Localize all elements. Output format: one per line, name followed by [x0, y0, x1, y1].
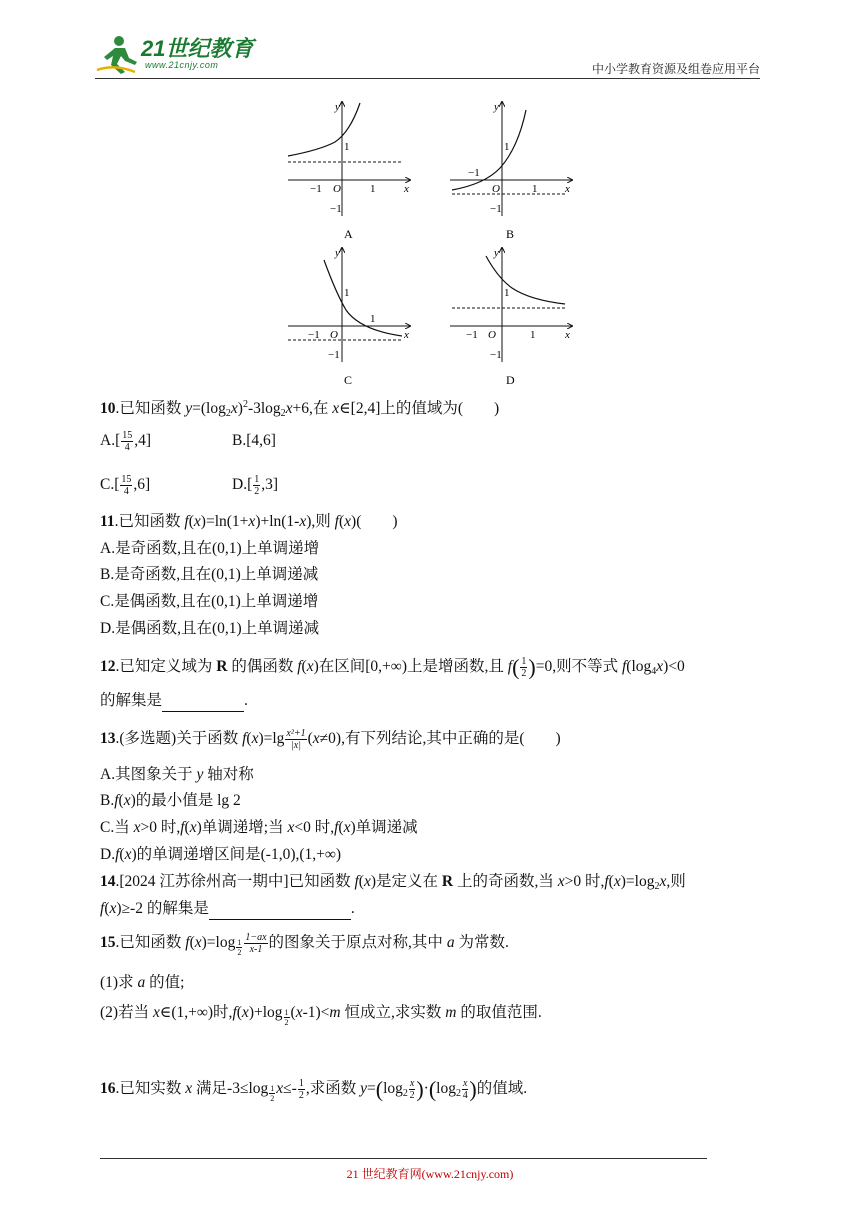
graph-d — [450, 247, 572, 387]
graph-b-label: B — [506, 227, 515, 241]
answer-blank[interactable] — [162, 711, 244, 712]
graph-c-tick-y1: 1 — [344, 287, 350, 299]
header-divider — [95, 78, 760, 79]
graph-c-origin: O — [330, 329, 338, 341]
question-13-option-c: C.当 x>0 时,f(x)单调递增;当 x<0 时,f(x)单调递减 — [100, 819, 418, 836]
question-13-option-b: B.f(x)的最小值是 lg 2 — [100, 792, 241, 809]
question-11-stem: 11.已知函数 f(x)=ln(1+x)+ln(1-x),则 f(x)( ) — [100, 513, 398, 530]
graph-d-origin: O — [488, 329, 496, 341]
graph-d-label: D — [506, 373, 515, 387]
graph-c-tick-ym1: −1 — [328, 349, 340, 361]
graph-b-y-label: y — [494, 101, 499, 113]
question-13-option-a: A.其图象关于 y 轴对称 — [100, 766, 254, 783]
graph-b-tick-x1: 1 — [532, 183, 538, 195]
question-14-stem: 14.[2024 江苏徐州高一期中]已知函数 f(x)是定义在 R 上的奇函数,当 x>0 时$,f(x)=\log_2x$,则 — [100, 873, 686, 892]
question-13-option-d: D.f(x)的单调递增区间是(-1,0),(1,+∞) — [100, 846, 342, 863]
graph-b-origin: O — [492, 183, 500, 195]
graph-a-tick-xm1: −1 — [310, 183, 322, 195]
question-number: 12 — [100, 658, 116, 676]
graph-a-tick-x1: 1 — [370, 183, 376, 195]
answer-blank[interactable] — [209, 919, 351, 920]
graph-c-x-label: x — [404, 329, 409, 341]
platform-label: 中小学教育资源及组卷应用平台 — [591, 62, 760, 76]
question-10-option-d: D.[ $\frac{1}{2}$ ,3] — [232, 474, 279, 497]
question-14-line-2: f(x)≥-2 的解集是 . — [100, 898, 355, 920]
graph-d-tick-y1: 1 — [504, 287, 510, 299]
question-12-line-2: 的解集是 . — [100, 690, 248, 712]
graph-c-y-label: y — [335, 247, 340, 259]
question-10-stem: 10.已知函数 $y=(\log_2x)^2-3\log_2x+6$,在 x∈[2,4]上的值域为( ) — [100, 399, 500, 419]
footer-divider — [100, 1158, 707, 1159]
graph-a-tick-y1: 1 — [344, 141, 350, 153]
question-10-option-a: A.[ $\frac{15}{4}$ ,4] — [100, 430, 152, 453]
graph-a-origin: O — [333, 183, 341, 195]
page-header — [95, 30, 760, 80]
graph-a-tick-ym1: −1 — [330, 203, 342, 215]
question-11-option-d: D.是偶函数,且在(0,1)上单调递减 — [100, 620, 320, 637]
question-number: 15 — [100, 934, 116, 952]
question-11-option-b: B.是奇函数,且在(0,1)上单调递减 — [100, 566, 319, 583]
graph-c-tick-xm1: −1 — [308, 329, 320, 341]
question-10-option-b: B.[4,6] — [232, 432, 276, 449]
graph-d-tick-xm1: −1 — [466, 329, 478, 341]
question-number: 11 — [100, 513, 115, 530]
question-15-part-2: (2)若当 x∈(1,+∞)时,f(x)+log $\frac{1}{2}$ (x-1)<m 恒成立,求实数 m 的取值范围. — [100, 1004, 542, 1027]
question-15-part-1: (1)求 a 的值; — [100, 974, 185, 991]
graph-c-label: C — [344, 373, 353, 387]
graph-d-x-label: x — [565, 329, 570, 341]
graph-b — [450, 101, 572, 241]
question-12-stem: 12.已知定义域为 R 的偶函数 f(x)在区间[0,+∞)上是增函数,且 f( $\frac{1}{2}$ )=0,则不等式 $f(\log_4x)<0$ — [100, 654, 685, 680]
question-number: 14 — [100, 873, 116, 890]
question-number: 16 — [100, 1080, 116, 1098]
graph-d-tick-ym1: −1 — [490, 349, 502, 361]
question-13-stem: 13.(多选题)关于函数 f(x)=lg $\frac{\text{x²+1}}{|x|}$ (x≠0),有下列结论,其中正确的是( ) — [100, 728, 561, 751]
graph-b-tick-y1: 1 — [504, 141, 510, 153]
footer-text: 21 世纪教育网(www.21cnjy.com) — [346, 1167, 514, 1181]
question-11-option-c: C.是偶函数,且在(0,1)上单调递增 — [100, 593, 319, 610]
question-10-option-c: C.[ $\frac{15}{4}$ ,6] — [100, 474, 151, 497]
question-number: 10 — [100, 400, 116, 417]
graph-b-x-label: x — [565, 183, 570, 195]
graph-b-tick-ym1: −1 — [490, 203, 502, 215]
graph-d-tick-x1: 1 — [530, 329, 536, 341]
question-15-stem: 15.已知函数 f(x)=log $\frac{1}{2}$ $\frac{1-ax}{x-1}$ 的图象关于原点对称,其中 a 为常数. — [100, 932, 509, 958]
graph-a — [288, 101, 410, 241]
graph-a-x-label: x — [404, 183, 409, 195]
question-16-stem: 16.已知实数 x 满足-3≤log $\frac{1}{2}$ x≤- $\frac{1}{2}$ ,求函数 $y=(\log_2$ $\frac{x}{2}$ )$\cdot(\log_2$ $\frac{x}{4}$ )的值域. — [100, 1076, 528, 1104]
logo-url: www.21cnjy.com — [145, 60, 219, 70]
logo-text: 21世纪教育 — [141, 36, 254, 61]
question-number: 13 — [100, 730, 116, 748]
graph-b-tick-xm1: −1 — [468, 167, 480, 179]
graph-c-tick-x1: 1 — [370, 313, 376, 325]
graph-c — [288, 247, 410, 387]
graph-d-y-label: y — [494, 247, 499, 259]
graph-a-label: A — [344, 227, 353, 241]
question-11-option-a: A.是奇函数,且在(0,1)上单调递增 — [100, 540, 320, 557]
graph-a-y-label: y — [335, 101, 340, 113]
option-graphs — [280, 98, 580, 390]
